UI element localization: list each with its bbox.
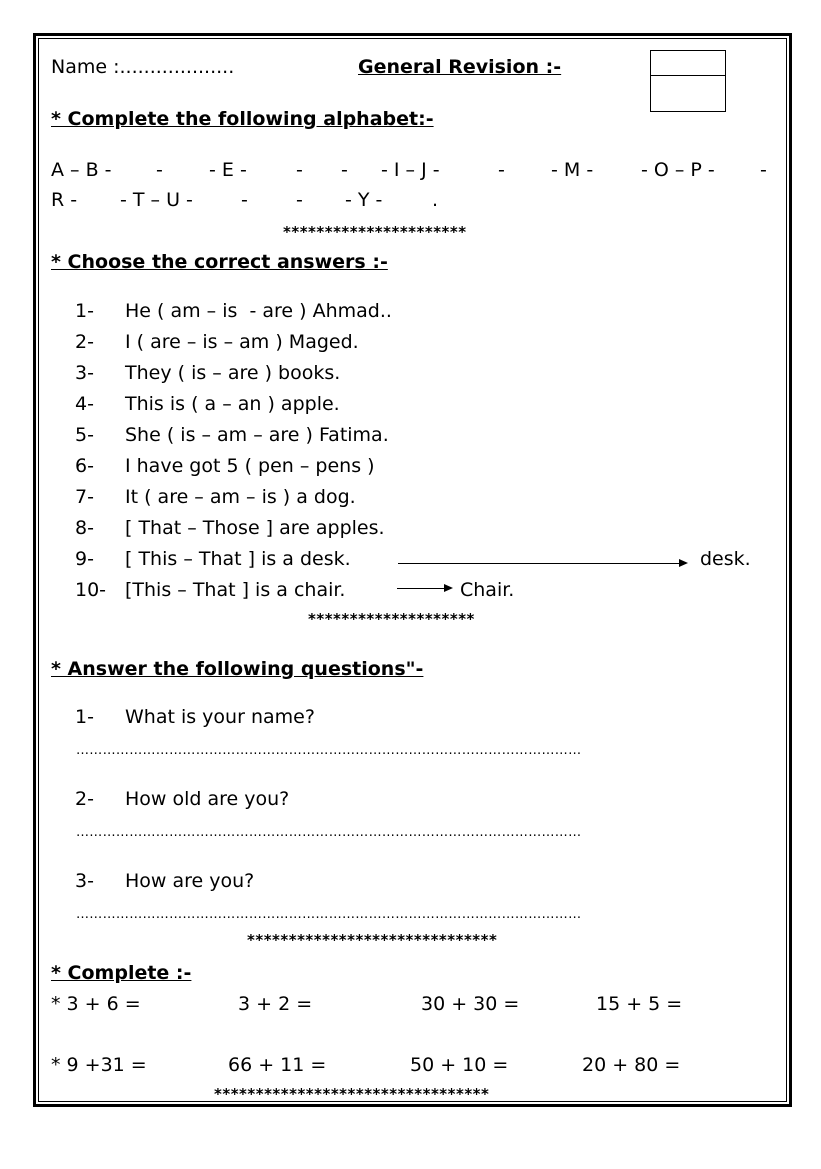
choose-item-number: 7- xyxy=(75,486,94,508)
arrow-right-icon xyxy=(397,588,451,589)
separator: ****************************** xyxy=(247,931,498,949)
choose-item-number: 2- xyxy=(75,331,94,353)
alphabet-heading: * Complete the following alphabet:- xyxy=(51,108,434,130)
arrow-right-icon xyxy=(398,563,686,564)
alphabet-fragment: - xyxy=(498,159,505,181)
choose-item-text: [ That – Those ] are apples. xyxy=(125,517,385,539)
question-text: How are you? xyxy=(125,870,255,892)
question-text: How old are you? xyxy=(125,788,290,810)
page-title: General Revision :- xyxy=(358,56,562,78)
choose-item-text: I ( are – is – am ) Maged. xyxy=(125,331,359,353)
choose-item-text: [This – That ] is a chair. xyxy=(125,579,346,601)
alphabet-fragment: R - xyxy=(51,189,78,211)
alphabet-fragment: - T – U - xyxy=(120,189,193,211)
answer-line: …………………………………………………………………………………………………… xyxy=(76,825,582,840)
math-problem: 15 + 5 = xyxy=(596,993,683,1015)
choose-item-number: 10- xyxy=(75,579,107,601)
alphabet-fragment: - xyxy=(296,189,303,211)
separator: ********************** xyxy=(283,223,467,241)
separator: ********************************* xyxy=(214,1085,490,1103)
choose-item-text: It ( are – am – is ) a dog. xyxy=(125,486,356,508)
alphabet-fragment: - Y - xyxy=(345,189,383,211)
questions-heading: * Answer the following questions"- xyxy=(51,658,424,680)
choose-item-number: 5- xyxy=(75,424,94,446)
choose-item-text: [ This – That ] is a desk. xyxy=(125,548,351,570)
choose-item-text: I have got 5 ( pen – pens ) xyxy=(125,455,375,477)
math-problem: 20 + 80 = xyxy=(582,1054,681,1076)
picture-label-chair: Chair. xyxy=(460,579,515,601)
choose-item-text: This is ( a – an ) apple. xyxy=(125,393,340,415)
answer-line: …………………………………………………………………………………………………… xyxy=(76,907,582,922)
choose-item-text: She ( is – am – are ) Fatima. xyxy=(125,424,389,446)
choose-item-number: 8- xyxy=(75,517,94,539)
question-number: 2- xyxy=(75,788,94,810)
score-box xyxy=(650,50,726,112)
question-text: What is your name? xyxy=(125,706,315,728)
alphabet-fragment: . xyxy=(432,189,439,211)
math-problem: * 3 + 6 = xyxy=(51,993,141,1015)
alphabet-fragment: - O – P - xyxy=(641,159,715,181)
choose-item-number: 4- xyxy=(75,393,94,415)
math-problem: * 9 +31 = xyxy=(51,1054,147,1076)
answer-line: …………………………………………………………………………………………………… xyxy=(76,743,582,758)
separator: ******************** xyxy=(308,610,475,628)
choose-heading: * Choose the correct answers :- xyxy=(51,251,388,273)
math-problem: 30 + 30 = xyxy=(421,993,520,1015)
question-number: 3- xyxy=(75,870,94,892)
choose-item-text: He ( am – is - are ) Ahmad.. xyxy=(125,300,392,322)
alphabet-fragment: - xyxy=(341,159,348,181)
alphabet-fragment: - M - xyxy=(551,159,594,181)
math-problem: 66 + 11 = xyxy=(228,1054,327,1076)
question-number: 1- xyxy=(75,706,94,728)
choose-item-text: They ( is – are ) books. xyxy=(125,362,341,384)
alphabet-fragment: - xyxy=(760,159,767,181)
choose-item-number: 3- xyxy=(75,362,94,384)
alphabet-fragment: - xyxy=(296,159,303,181)
complete-heading: * Complete :- xyxy=(51,962,192,984)
choose-item-number: 6- xyxy=(75,455,94,477)
math-problem: 3 + 2 = xyxy=(238,993,313,1015)
picture-label-desk: desk. xyxy=(700,548,751,570)
choose-item-number: 9- xyxy=(75,548,94,570)
choose-item-number: 1- xyxy=(75,300,94,322)
alphabet-fragment: - E - xyxy=(209,159,247,181)
name-label: Name :................... xyxy=(51,56,235,78)
math-problem: 50 + 10 = xyxy=(410,1054,509,1076)
alphabet-fragment: A – B - xyxy=(51,159,112,181)
alphabet-fragment: - I – J - xyxy=(381,159,440,181)
alphabet-fragment: - xyxy=(241,189,248,211)
alphabet-fragment: - xyxy=(156,159,163,181)
